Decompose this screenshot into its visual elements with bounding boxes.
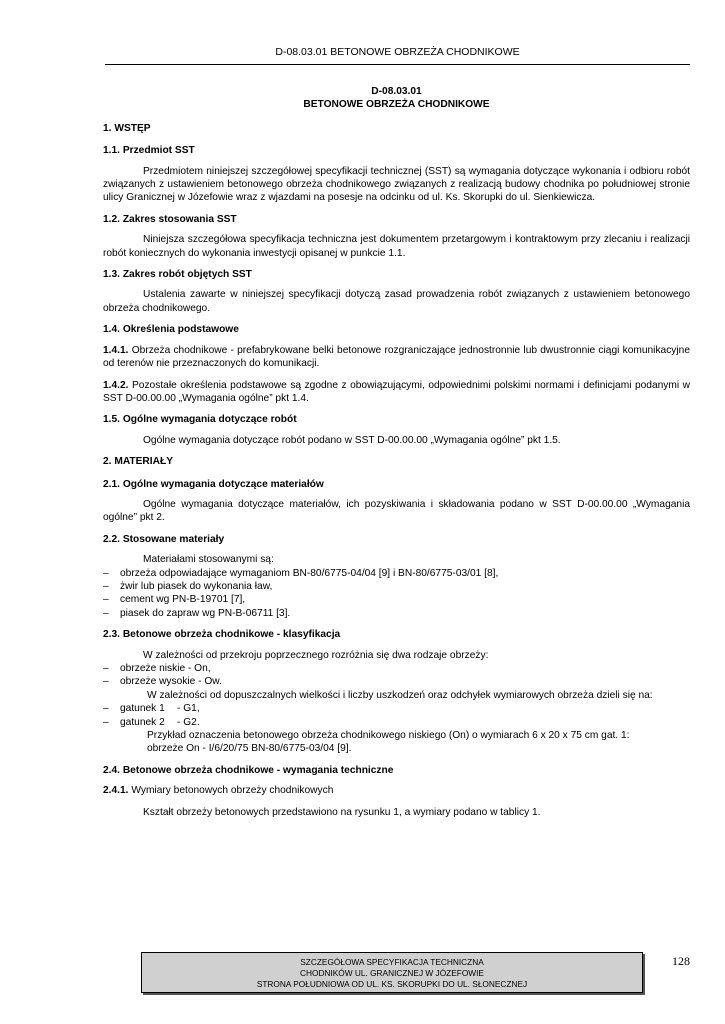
dash-marker: – <box>103 663 109 674</box>
definition-1-4-2-text: Pozostałe określenia podstawowe są zgodne z obowiązującymi, odpowiednimi polskimi normami i definicjami podanymi w SST D-00.00.00 „Wymagania ogólne” pkt 1.4. <box>103 379 690 404</box>
section-1-4-heading: 1.4. Określenia podstawowe <box>103 324 239 336</box>
header-divider <box>105 64 690 65</box>
list-item <box>103 702 690 715</box>
document-title: BETONOWE OBRZEŻA CHODNIKOWE <box>303 99 490 111</box>
footer-line-1: SZCZEGÓŁOWA SPECYFIKACJA TECHNICZNA <box>300 957 484 967</box>
dash-marker: – <box>103 716 109 728</box>
dash-marker: – <box>103 676 109 688</box>
section-1-5-heading: 1.5. Ogólne wymagania dotyczące robót <box>103 414 297 426</box>
list-item <box>103 567 690 580</box>
footer-box <box>141 952 643 993</box>
section-1-3-heading: 1.3. Zakres robót objętych SST <box>103 269 252 281</box>
list-item-text: żwir lub piasek do wykonania ław, <box>120 580 273 592</box>
section-1-heading: 1. WSTĘP <box>103 122 151 134</box>
section-2-heading: 2. MATERIAŁY <box>103 456 173 468</box>
definition-1-4-2 <box>103 379 690 406</box>
footer-line-2: CHODNIKÓW UL. GRANICZNEJ W JÓZEFOWIE <box>300 968 484 979</box>
section-2-3-heading: 2.3. Betonowe obrzeża chodnikowe - klasyfikacja <box>103 629 341 641</box>
dash-marker: – <box>103 703 109 715</box>
dash-marker: – <box>103 580 109 592</box>
materials-intro: Materiałami stosowanymi są: <box>143 554 274 566</box>
list-item <box>103 593 690 606</box>
section-1-2-text: Niniejsza szczegółowa specyfikacja techniczna jest dokumentem przetargowym i kontraktowym przy zlecaniu i realizacji robót koniecznych do wykonania inwestycji opisanej w punkcie 1.1. <box>103 234 690 259</box>
section-2-1-text: Ogólne wymagania dotyczące materiałów, ich pozyskiwania i składowania podano w SST D-00.00.00 „Wymagania ogólne” pkt 2. <box>103 498 690 524</box>
definition-1-4-2-number: 1.4.2. <box>103 379 129 391</box>
grade-intro: W zależności od dopuszczalnych wielkości i liczby uszkodzeń oraz odchyłek wymiarowych obrzeża dzieli się na: <box>147 689 653 701</box>
section-2-1-heading: 2.1. Ogólne wymagania dotyczące materiałów <box>103 478 324 490</box>
list-item-text: obrzeża odpowiadające wymaganiom BN-80/6775-04/04 [9] i BN-80/6775-03/01 [8], <box>120 567 499 579</box>
definition-1-4-1-number: 1.4.1. <box>103 344 129 356</box>
designation-example: Przykład oznaczenia betonowego obrzeża chodnikowego niskiego (On) o wymiarach 6 x 20 x 75 cm gat. 1: <box>147 730 630 742</box>
section-2-4-heading: 2.4. Betonowe obrzeża chodnikowe - wymagania techniczne <box>103 764 394 776</box>
subsection-2-4-1 <box>103 784 690 797</box>
section-1-1-text: Przedmiotem niniejszej szczegółowej specyfikacji technicznej (SST) są wymagania dotyczące wykonania i odbioru robót związanych z ustawieniem betonowego obrzeża chodnikowego związanych z realizacją budowy chodnika po południowej stronie ulicy Granicznej w Józefowie wraz z wjazdami na posesje na odcinku od ul. Ks. Skorupki do ul. Sienkiewicza. <box>103 165 690 204</box>
section-1-2-heading: 1.2. Zakres stosowania SST <box>103 213 237 225</box>
list-item <box>103 662 690 675</box>
list-item-text: obrzeże wysokie - Ow. <box>120 676 222 688</box>
dash-marker: – <box>103 567 109 579</box>
dash-marker: – <box>103 607 109 619</box>
list-item <box>103 675 690 688</box>
document-body <box>103 85 690 827</box>
subsection-2-4-1-number: 2.4.1. <box>103 785 129 797</box>
designation-example-code: obrzeże On - I/6/20/75 BN-80/6775-03/04 [9]. <box>147 743 352 755</box>
list-item <box>103 580 690 593</box>
dash-marker: – <box>103 594 109 606</box>
section-2-4-text: Kształt obrzeży betonowych przedstawiono na rysunku 1, a wymiary podano w tablicy 1. <box>143 806 541 818</box>
curb-types-list <box>103 662 690 689</box>
list-item-text: cement wg PN-B-19701 [7], <box>120 594 246 606</box>
section-1-3-text: Ustalenia zawarte w niniejszej specyfikacji dotyczą zasad prowadzenia robót związanych z ustawieniem betonowego obrzeża chodnikowego. <box>103 289 690 314</box>
section-1-1-heading: 1.1. Przedmiot SST <box>103 145 195 157</box>
list-item <box>103 716 690 729</box>
grade-code: - G2. <box>177 716 200 728</box>
section-1-5-text: Ogólne wymagania dotyczące robót podano w SST D-00.00.00 „Wymagania ogólne” pkt 1.5. <box>143 434 561 446</box>
list-item-text: obrzeże niskie - On, <box>120 663 211 674</box>
definition-1-4-1 <box>103 344 690 371</box>
document-code: D-08.03.01 <box>371 86 422 97</box>
classification-intro: W zależności od przekroju poprzecznego rozróżnia się dwa rodzaje obrzeży: <box>143 649 489 661</box>
grade-name: gatunek 1 <box>120 703 165 715</box>
grade-name: gatunek 2 <box>120 716 165 728</box>
grade-code: - G1, <box>177 703 200 715</box>
subsection-2-4-1-title: Wymiary betonowych obrzeży chodnikowych <box>128 785 334 797</box>
page-header-title: D-08.03.01 BETONOWE OBRZEŻA CHODNIKOWE <box>275 46 520 58</box>
footer-line-3: STRONA POŁUDNIOWA OD UL. KS. SKORUPKI DO UL. SŁONECZNEJ <box>256 979 528 990</box>
section-2-2-heading: 2.2. Stosowane materiały <box>103 533 225 545</box>
list-item <box>103 607 690 620</box>
page-number: 128 <box>672 954 690 968</box>
materials-list <box>103 567 690 621</box>
grade-list <box>103 702 690 729</box>
definition-1-4-1-text: Obrzeża chodnikowe - prefabrykowane belki betonowe rozgraniczające jednostronnie lub dwustronnie ciągi komunikacyjne od terenów nie przeznaczonych do komunikacji. <box>103 344 690 370</box>
list-item-text: piasek do zapraw wg PN-B-06711 [3]. <box>120 607 291 619</box>
